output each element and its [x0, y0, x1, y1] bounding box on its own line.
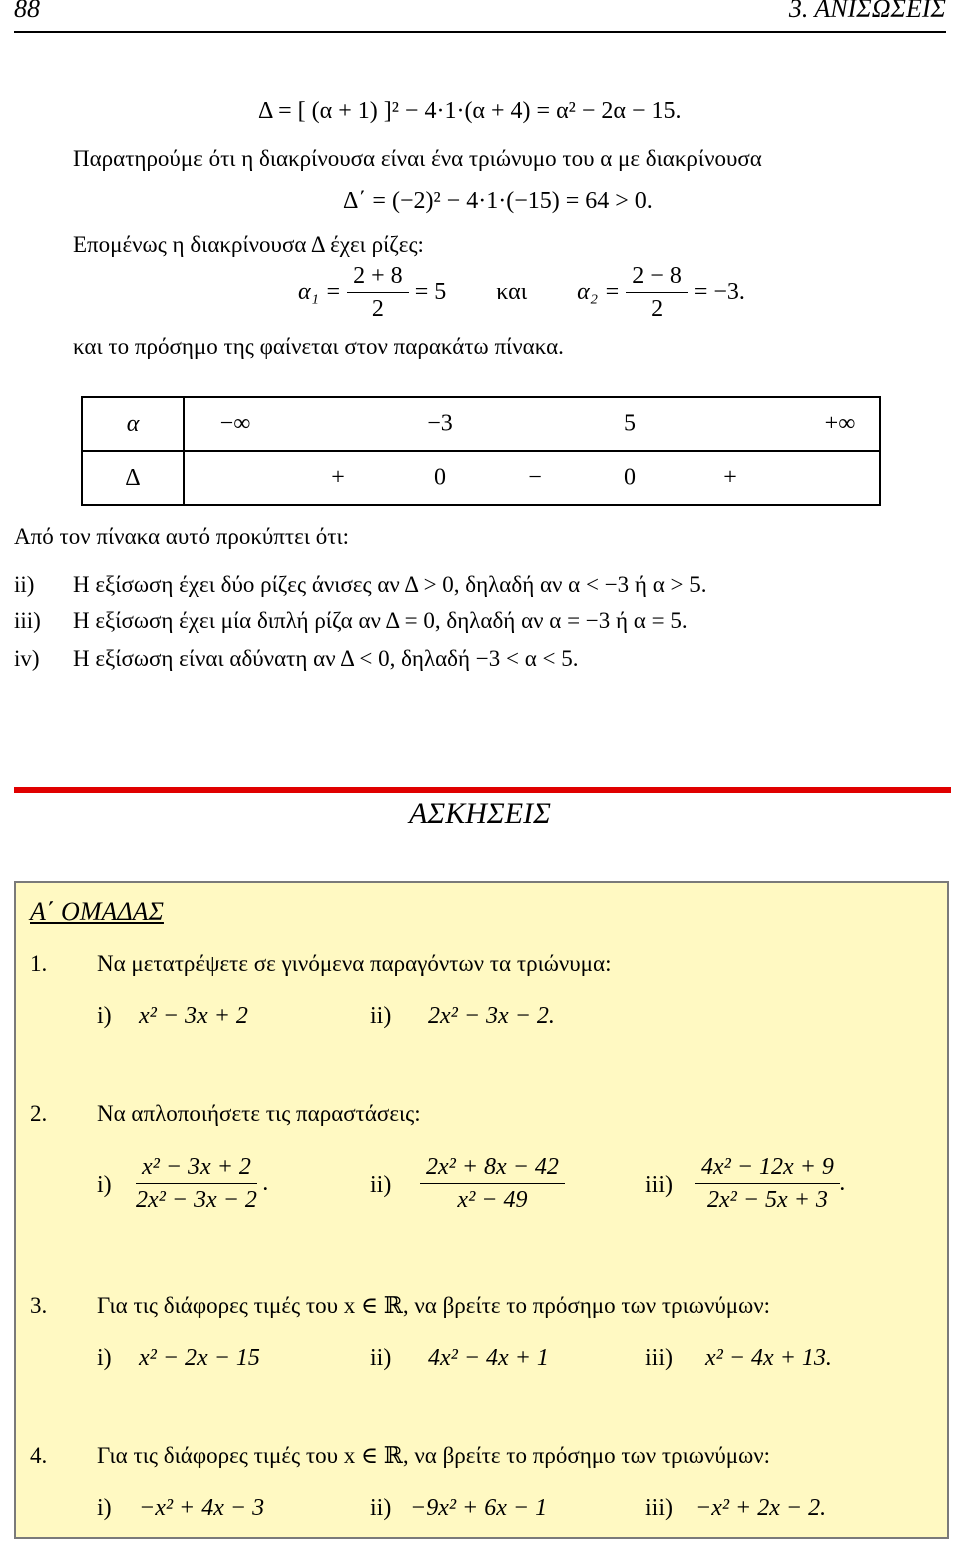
root1-numerator: 2 + 8	[347, 262, 409, 293]
root2-numerator: 2 − 8	[626, 262, 688, 293]
delta-zero-2: 0	[624, 464, 636, 491]
alpha-value-root1: −3	[427, 410, 453, 437]
ex1-ii-label: ii)	[370, 1003, 392, 1029]
ex4-ii-label: ii)	[370, 1495, 392, 1521]
ex2-ii-numerator: 2x² + 8x − 42	[420, 1153, 565, 1184]
alpha-value-plus-infinity: +∞	[824, 410, 856, 437]
ex4-i-label: i)	[97, 1495, 112, 1521]
page-number: 88	[14, 0, 40, 23]
ex2-i-fraction: $\frac{\text{x² − 3x + 2}}{\text{2x² − 3x − 2}}$ .	[130, 1153, 269, 1214]
header-rule	[14, 31, 946, 33]
ex4-i-expression: −x² + 4x − 3	[139, 1495, 265, 1521]
root1-label: α₁ =	[298, 279, 342, 305]
sign-table	[81, 396, 881, 506]
alpha-value-root2: 5	[624, 410, 636, 437]
root1-fraction	[347, 262, 409, 323]
ex2-ii-fraction	[420, 1153, 565, 1214]
root1-denominator: 2	[371, 296, 384, 322]
root2-denominator: 2	[651, 296, 664, 322]
root2-fraction	[626, 262, 688, 323]
ex4-text: Για τις διάφορες τιμές του x ∈ ℝ, να βρείτε το πρόσημο των τριωνύμων:	[97, 1443, 770, 1468]
case-ii-label: ii)	[14, 572, 35, 597]
delta-sign-3: +	[723, 464, 737, 491]
discriminant-formula: Δ = [ (α + 1) ]² − 4·1·(α + 4) = α² − 2α − 15.	[258, 98, 682, 124]
delta-zero-1: 0	[434, 464, 446, 491]
chapter-title: 3. ΑΝΙΣΩΣΕΙΣ	[788, 0, 946, 23]
root2-value: = −3.	[693, 279, 745, 305]
ex2-iii-numerator: 4x² − 12x + 9	[695, 1153, 840, 1184]
ex1-number: 1.	[30, 951, 48, 976]
root1-value: = 5	[414, 279, 447, 305]
delta-sign-1: +	[331, 464, 345, 491]
sign-table-delta-values	[184, 451, 880, 505]
ex2-i-denominator: 2x² − 3x − 2	[136, 1187, 257, 1213]
ex3-iii-label: iii)	[645, 1345, 673, 1371]
ex1-i-expression: x² − 3x + 2	[139, 1003, 248, 1029]
ex4-iii-label: iii)	[645, 1495, 673, 1521]
sign-table-row-alpha	[82, 397, 880, 451]
ex4-number: 4.	[30, 1443, 48, 1468]
case-iii-label: iii)	[14, 608, 41, 633]
ex2-iii-label: iii)	[645, 1172, 673, 1198]
ex3-i-label: i)	[97, 1345, 112, 1371]
ex4-ii-expression: −9x² + 6x − 1	[410, 1495, 548, 1521]
ex2-ii-label: ii)	[370, 1172, 392, 1198]
ex3-text: Για τις διάφορες τιμές του x ∈ ℝ, να βρείτε το πρόσημο των τριωνύμων:	[97, 1293, 770, 1318]
ex2-i-label: i)	[97, 1172, 112, 1198]
ex2-number: 2.	[30, 1101, 48, 1126]
ex3-ii-label: ii)	[370, 1345, 392, 1371]
ex1-text: Να μετατρέψετε σε γινόμενα παραγόντων τα τριώνυμα:	[97, 951, 612, 976]
roots-conjunction: και	[496, 279, 528, 305]
ex3-ii-expression: 4x² − 4x + 1	[428, 1345, 549, 1371]
group-title: Α΄ ΟΜΑΔΑΣ	[30, 897, 164, 926]
exercises-banner-rule	[14, 787, 951, 793]
ex2-iii-fraction: $\frac{\text{4x² − 12x + 9}}{\text{2x² − 5x + 3}}$ .	[695, 1153, 846, 1214]
case-iv-label: iv)	[14, 646, 40, 671]
exercises-title: ΑΣΚΗΣΕΙΣ	[409, 797, 551, 830]
case-ii-text: Η εξίσωση έχει δύο ρίζες άνισες αν Δ > 0, δηλαδή αν α < −3 ή α > 5.	[73, 572, 707, 597]
roots-line	[298, 262, 745, 323]
alpha-value-minus-infinity: −∞	[219, 410, 251, 437]
ex1-i-label: i)	[97, 1003, 112, 1029]
delta-sign-2: −	[528, 464, 542, 491]
ex2-ii-denominator: x² − 49	[457, 1187, 528, 1213]
sign-table-delta-label: Δ	[82, 451, 184, 505]
ex4-iii-expression: −x² + 2x − 2.	[695, 1495, 827, 1521]
paragraph-conclusion: Από τον πίνακα αυτό προκύπτει ότι:	[14, 524, 350, 549]
case-iv-text: Η εξίσωση είναι αδύνατη αν Δ < 0, δηλαδή −3 < α < 5.	[73, 646, 579, 671]
sign-table-row-delta	[82, 451, 880, 505]
ex3-iii-expression: x² − 4x + 13.	[705, 1345, 832, 1371]
paragraph-sign: και το πρόσημο της φαίνεται στον παρακάτω πίνακα.	[73, 334, 564, 359]
paragraph-observe: Παρατηρούμε ότι η διακρίνουσα είναι ένα τριώνυμο του α με διακρίνουσα	[73, 146, 762, 171]
ex2-iii-denominator: 2x² − 5x + 3	[707, 1187, 828, 1213]
ex3-i-expression: x² − 2x − 15	[139, 1345, 260, 1371]
paragraph-roots: Επομένως η διακρίνουσα Δ έχει ρίζες:	[73, 232, 424, 257]
ex2-text: Να απλοποιήσετε τις παραστάσεις:	[97, 1101, 421, 1126]
ex1-ii-expression: 2x² − 3x − 2.	[428, 1003, 555, 1029]
root2-label: α₂ =	[577, 279, 621, 305]
case-iii-text: Η εξίσωση έχει μία διπλή ρίζα αν Δ = 0, δηλαδή αν α = −3 ή α = 5.	[73, 608, 688, 633]
ex3-number: 3.	[30, 1293, 48, 1318]
sign-table-alpha-label: α	[82, 397, 184, 451]
sign-table-alpha-values	[184, 397, 880, 451]
ex2-i-numerator: x² − 3x + 2	[136, 1153, 257, 1184]
discriminant-of-discriminant: Δ΄ = (−2)² − 4·1·(−15) = 64 > 0.	[343, 188, 653, 214]
